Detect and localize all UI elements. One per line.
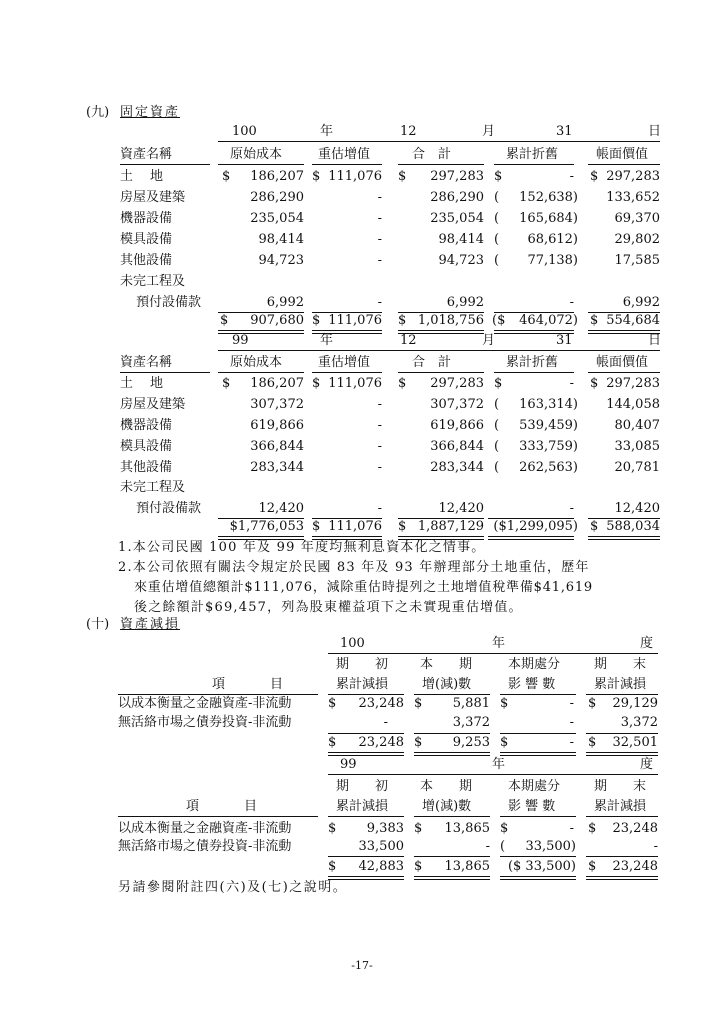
pending-label-line1: 未完工程及: [120, 274, 186, 289]
reval-value: -: [377, 418, 382, 433]
col-current-header: 增(減)數: [422, 677, 472, 692]
col-disposal-header: 影 響 數: [508, 677, 556, 692]
period2-year: 99: [340, 757, 357, 772]
reval-value: -: [377, 295, 382, 310]
cost-value: 307,372: [250, 397, 304, 412]
col-closing-header: 累計減損: [594, 799, 647, 814]
rule: [218, 164, 304, 165]
cost-value: 366,844: [250, 439, 304, 454]
dep-value: 262,563): [519, 460, 578, 475]
current-total: 9,253: [452, 735, 490, 750]
book-value: 33,085: [614, 439, 660, 454]
col-reval-header: 重估增值: [318, 147, 371, 162]
period2-ri: 日: [648, 333, 662, 348]
dep-value: 163,314): [519, 397, 578, 412]
dep-value: -: [569, 376, 574, 391]
disposal-value: -: [569, 821, 574, 836]
dollar-sign: $: [588, 696, 597, 711]
period1-year: 100: [340, 636, 365, 651]
dep-value: -: [569, 501, 574, 516]
book-value: 12,420: [614, 501, 660, 516]
dollar-sign: $: [590, 169, 599, 184]
dollar-sign: $: [590, 519, 599, 534]
col-dep-header: 累計折舊: [506, 355, 559, 370]
col-item-header: 項: [212, 677, 226, 692]
rule: [328, 694, 404, 695]
cost-value: 98,414: [258, 232, 304, 247]
book-value: 69,370: [614, 211, 660, 226]
closing-total: 32,501: [612, 735, 658, 750]
rule: [414, 856, 490, 857]
dollar-sign: $: [328, 859, 337, 874]
open-paren: (: [494, 397, 500, 412]
rule: [218, 141, 660, 142]
col-cost-header: 原始成本: [230, 355, 283, 370]
closing-value: 23,248: [612, 821, 658, 836]
row-name: 機器設備: [120, 211, 173, 226]
reval-value: -: [377, 232, 382, 247]
col-opening-header: 期 初: [336, 779, 389, 794]
rule: [120, 164, 210, 165]
dep-value: -: [569, 169, 574, 184]
double-rule: [328, 752, 404, 756]
book-value: 80,407: [614, 418, 660, 433]
cost-total: 907,680: [250, 313, 304, 328]
total-value: 6,992: [446, 295, 484, 310]
col-book-header: 帳面價值: [596, 355, 649, 370]
col-book-header: 帳面價值: [596, 147, 649, 162]
double-rule: [586, 752, 658, 756]
opening-value: 23,248: [358, 696, 404, 711]
total-value: 283,344: [430, 460, 484, 475]
dep-value: 333,759): [519, 439, 578, 454]
opening-value: -: [383, 715, 388, 730]
dollar-sign: $: [398, 519, 407, 534]
open-paren-dollar: ($: [492, 313, 506, 328]
open-paren: (: [494, 190, 500, 205]
reval-value: -: [377, 460, 382, 475]
period1-year: 100: [232, 124, 257, 139]
note-2: 2.本公司依照有關法令規定於民國 83 年及 93 年辦理部分土地重估，歷年: [118, 560, 590, 575]
book-value: 133,652: [606, 190, 660, 205]
open-paren: (: [494, 211, 500, 226]
row-name: 土 地: [120, 169, 166, 184]
total-value: 297,283: [430, 376, 484, 391]
cost-value: 186,207: [250, 169, 304, 184]
disposal-value: -: [569, 715, 574, 730]
cost-value: 6,992: [266, 295, 304, 310]
row-name: 預付設備款: [136, 295, 202, 310]
rule: [328, 856, 404, 857]
dep-total: ($1,299,095): [493, 519, 578, 534]
closing-value: -: [653, 839, 658, 854]
dollar-sign: $: [328, 821, 337, 836]
dep-value: 68,612): [527, 232, 578, 247]
total-value: 12,420: [438, 501, 484, 516]
current-value: 13,865: [444, 821, 490, 836]
col-item-header: 目: [244, 799, 258, 814]
period2-nian: 年: [320, 333, 334, 348]
dep-value: -: [569, 295, 574, 310]
period2-day: 31: [556, 333, 573, 348]
rule: [494, 164, 574, 165]
section-10-prefix: (十): [86, 617, 110, 632]
pending-label-line1: 未完工程及: [120, 480, 186, 495]
dollar-sign: $: [222, 169, 231, 184]
dep-value: 77,138): [527, 253, 578, 268]
period2-year: 99: [232, 333, 249, 348]
open-paren: (: [494, 253, 500, 268]
note-2-cont: 來重估增值總額計$111,076，減除重估時提列之土地增值稅準備$41,619: [134, 580, 593, 595]
dep-total: 464,072): [519, 313, 578, 328]
rule: [328, 816, 404, 817]
period2-du: 度: [640, 757, 654, 772]
row-name: 房屋及建築: [120, 190, 186, 205]
col-name-header: 資產名稱: [120, 147, 173, 162]
rule: [118, 694, 318, 695]
total-value: 366,844: [430, 439, 484, 454]
dollar-sign: $: [398, 313, 407, 328]
col-disposal-header: 影 響 數: [508, 799, 556, 814]
col-disposal-header: 本期處分: [508, 779, 561, 794]
rule: [586, 856, 658, 857]
dollar-sign: $: [588, 735, 597, 750]
period1-month: 12: [400, 124, 417, 139]
row-name: 機器設備: [120, 418, 173, 433]
row-name: 以成本衡量之金融資產-非流動: [118, 696, 292, 711]
section-10-title: 資產減損: [120, 617, 181, 632]
row-name: 模具設備: [120, 439, 173, 454]
opening-value: 9,383: [366, 821, 404, 836]
note-1: 1.本公司民國 100 年及 99 年度均無利息資本化之情事。: [118, 540, 486, 555]
cost-value: 186,207: [250, 376, 304, 391]
book-total: 588,034: [606, 519, 660, 534]
reval-value: -: [377, 439, 382, 454]
col-total-header: 合 計: [412, 355, 452, 370]
footnote: 另請參閱附註四(六)及(七)之說明。: [118, 880, 348, 895]
rule: [398, 372, 484, 373]
dollar-sign: $: [312, 519, 321, 534]
disposal-total: -: [569, 735, 574, 750]
rule: [328, 653, 658, 654]
rule: [414, 694, 490, 695]
disposal-value: 33,500): [525, 839, 576, 854]
dollar-sign: $: [590, 376, 599, 391]
book-total: 554,684: [606, 313, 660, 328]
section-9-title: 固定資產: [120, 105, 181, 120]
rule: [588, 372, 660, 373]
current-total: 13,865: [444, 859, 490, 874]
reval-value: -: [377, 253, 382, 268]
disposal-total: ($ 33,500): [507, 859, 576, 874]
col-closing-header: 累計減損: [594, 677, 647, 692]
period2-nian: 年: [492, 757, 506, 772]
dollar-sign: $: [328, 696, 337, 711]
dep-value: 539,459): [519, 418, 578, 433]
dollar-sign: $: [414, 735, 423, 750]
cost-value: 12,420: [258, 501, 304, 516]
opening-total: 23,248: [358, 735, 404, 750]
dollar-sign: $: [414, 821, 423, 836]
cost-total: $1,776,053: [229, 519, 304, 534]
dollar-sign: $: [312, 313, 321, 328]
rule: [118, 816, 318, 817]
current-value: 5,881: [452, 696, 490, 711]
book-value: 144,058: [606, 397, 660, 412]
cost-value: 94,723: [258, 253, 304, 268]
dollar-sign: $: [398, 376, 407, 391]
reval-value: 111,076: [328, 169, 382, 184]
dollar-sign: $: [588, 821, 597, 836]
reval-value: -: [377, 211, 382, 226]
note-2-cont: 後之餘額計$69,457，列為股東權益項下之未實現重估增值。: [134, 600, 523, 615]
period1-yue: 月: [482, 124, 496, 139]
col-total-header: 合 計: [412, 147, 452, 162]
closing-total: 23,248: [612, 859, 658, 874]
rule: [328, 774, 658, 775]
reval-value: 111,076: [328, 376, 382, 391]
book-value: 6,992: [622, 295, 660, 310]
period1-du: 度: [640, 636, 654, 651]
double-rule: [414, 876, 490, 880]
dep-value: 165,684): [519, 211, 578, 226]
dollar-sign: $: [590, 313, 599, 328]
rule: [218, 350, 660, 351]
closing-value: 29,129: [612, 696, 658, 711]
period1-nian: 年: [492, 636, 506, 651]
rule: [414, 733, 490, 734]
rule: [328, 733, 404, 734]
dep-value: 152,638): [519, 190, 578, 205]
open-paren: (: [494, 460, 500, 475]
col-dep-header: 累計折舊: [506, 147, 559, 162]
double-rule: [500, 752, 576, 756]
total-total: 1,887,129: [417, 519, 484, 534]
open-paren: (: [494, 439, 500, 454]
page-number: -17-: [351, 959, 373, 972]
rule: [586, 733, 658, 734]
cost-value: 235,054: [250, 211, 304, 226]
col-disposal-header: 本期處分: [508, 657, 561, 672]
rule: [586, 694, 658, 695]
col-closing-header: 期 末: [594, 657, 647, 672]
col-current-header: 本 期: [420, 657, 473, 672]
total-value: 94,723: [438, 253, 484, 268]
rule: [218, 372, 304, 373]
cost-value: 286,290: [250, 190, 304, 205]
row-name: 無活絡市場之債券投資-非流動: [118, 839, 292, 854]
book-value: 297,283: [606, 169, 660, 184]
col-item-header: 項: [186, 799, 200, 814]
book-value: 29,802: [614, 232, 660, 247]
col-current-header: 增(減)數: [422, 799, 472, 814]
dollar-sign: $: [414, 696, 423, 711]
dollar-sign: $: [500, 821, 509, 836]
open-paren: (: [494, 418, 500, 433]
dollar-sign: $: [500, 696, 509, 711]
row-name: 土 地: [120, 376, 166, 391]
row-name: 模具設備: [120, 232, 173, 247]
book-value: 297,283: [606, 376, 660, 391]
double-rule: [500, 876, 576, 880]
period1-day: 31: [556, 124, 573, 139]
double-rule: [586, 876, 658, 880]
rule: [500, 694, 576, 695]
dollar-sign: $: [312, 169, 321, 184]
closing-value: 3,372: [620, 715, 658, 730]
row-name: 預付設備款: [136, 501, 202, 516]
dollar-sign: $: [500, 735, 509, 750]
dollar-sign: $: [222, 376, 231, 391]
row-name: 其他設備: [120, 253, 173, 268]
current-value: -: [485, 839, 490, 854]
period1-nian: 年: [320, 124, 334, 139]
double-rule: [488, 536, 574, 540]
rule: [398, 164, 484, 165]
col-opening-header: 累計減損: [336, 799, 389, 814]
book-value: 20,781: [614, 460, 660, 475]
dollar-sign: $: [494, 376, 503, 391]
book-value: 17,585: [614, 253, 660, 268]
dollar-sign: $: [414, 859, 423, 874]
dollar-sign: $: [398, 169, 407, 184]
total-value: 286,290: [430, 190, 484, 205]
opening-value: 33,500: [358, 839, 404, 854]
reval-value: -: [377, 397, 382, 412]
dollar-sign: $: [220, 313, 229, 328]
double-rule: [588, 536, 660, 540]
period2-month: 12: [400, 333, 417, 348]
row-name: 其他設備: [120, 460, 173, 475]
col-opening-header: 累計減損: [336, 677, 389, 692]
double-rule: [218, 330, 304, 334]
open-paren: (: [500, 839, 506, 854]
col-closing-header: 期 末: [594, 779, 647, 794]
opening-total: 42,883: [358, 859, 404, 874]
current-value: 3,372: [452, 715, 490, 730]
reval-total: 111,076: [328, 313, 382, 328]
rule: [312, 372, 382, 373]
col-reval-header: 重估增值: [318, 355, 371, 370]
open-paren: (: [494, 232, 500, 247]
dollar-sign: $: [494, 169, 503, 184]
section-9-prefix: (九): [86, 105, 110, 120]
rule: [500, 856, 576, 857]
total-total: 1,018,756: [417, 313, 484, 328]
total-value: 297,283: [430, 169, 484, 184]
disposal-value: -: [569, 696, 574, 711]
row-name: 以成本衡量之金融資產-非流動: [118, 821, 292, 836]
col-item-header: 目: [270, 677, 284, 692]
col-current-header: 本 期: [420, 779, 473, 794]
col-name-header: 資產名稱: [120, 355, 173, 370]
period1-ri: 日: [648, 124, 662, 139]
total-value: 235,054: [430, 211, 484, 226]
period2-yue: 月: [482, 333, 496, 348]
rule: [312, 164, 382, 165]
total-value: 307,372: [430, 397, 484, 412]
rule: [500, 816, 576, 817]
dollar-sign: $: [312, 376, 321, 391]
dollar-sign: $: [588, 859, 597, 874]
cost-value: 283,344: [250, 460, 304, 475]
rule: [500, 733, 576, 734]
col-cost-header: 原始成本: [230, 147, 283, 162]
total-value: 98,414: [438, 232, 484, 247]
rule: [414, 816, 490, 817]
row-name: 房屋及建築: [120, 397, 186, 412]
total-value: 619,866: [430, 418, 484, 433]
rule: [586, 816, 658, 817]
reval-value: -: [377, 501, 382, 516]
rule: [120, 372, 210, 373]
col-opening-header: 期 初: [336, 657, 389, 672]
reval-value: -: [377, 190, 382, 205]
reval-total: 111,076: [328, 519, 382, 534]
double-rule: [414, 752, 490, 756]
dollar-sign: $: [328, 735, 337, 750]
cost-value: 619,866: [250, 418, 304, 433]
rule: [494, 372, 574, 373]
rule: [588, 164, 660, 165]
row-name: 無活絡市場之債券投資-非流動: [118, 715, 292, 730]
